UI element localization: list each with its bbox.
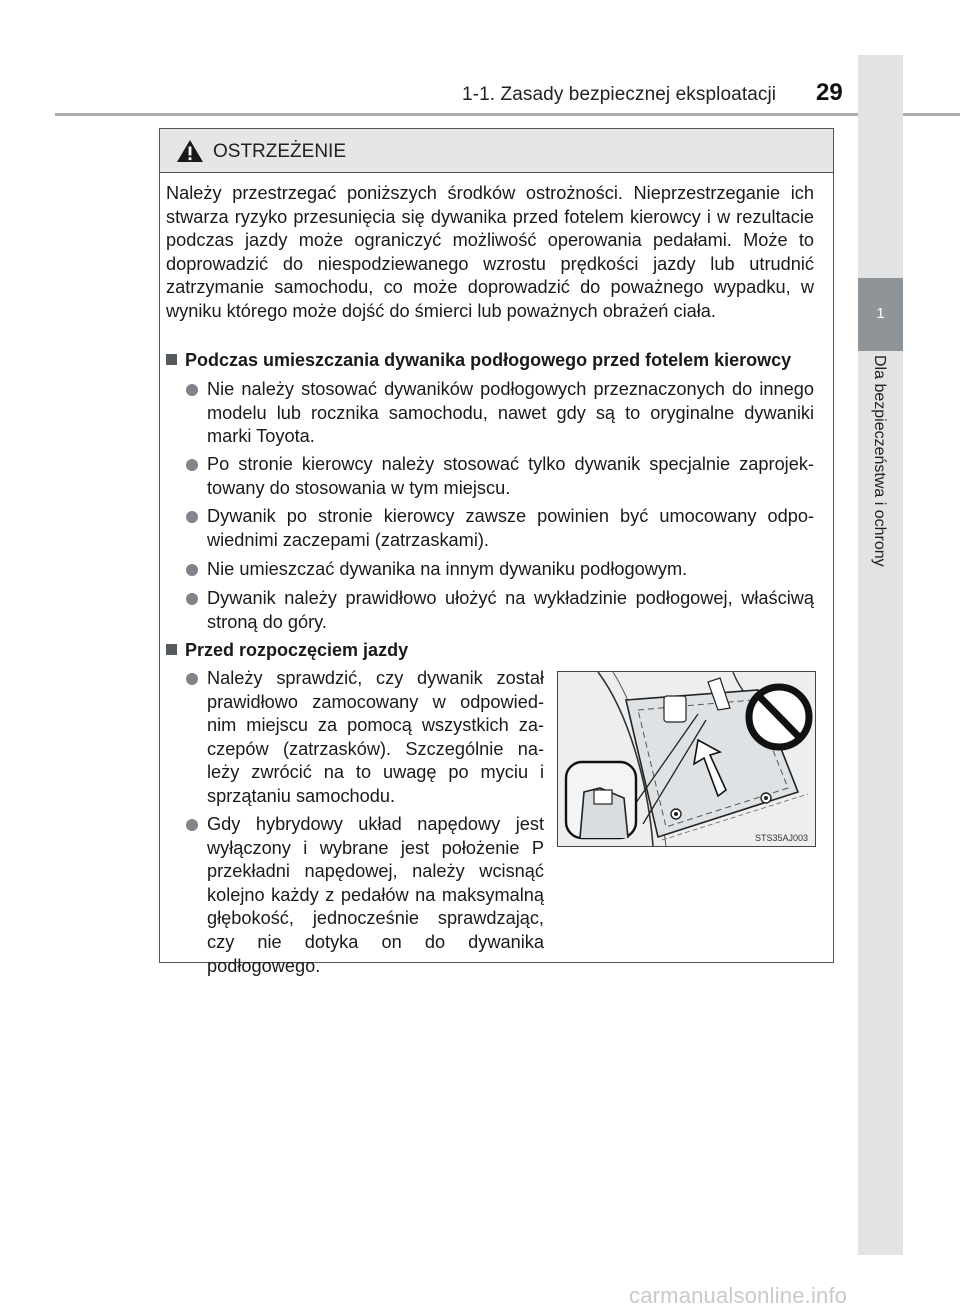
watermark: carmanualsonline.info [629,1283,848,1308]
list-item: Należy sprawdzić, czy dywanik został prawidłowo zamocowany w odpowied-nim miejscu za pomocą wszystkich za-czepów (zatrzasków). Szczególnie na-leży zwrócić na to uwagę po myciu i sprzątaniu samochodu. [186,667,544,809]
list-item: Gdy hybrydowy układ napędowy jest wyłączony i wybrane jest położenie P przekładni napędowej, należy wcisnąć kolejno każdy z pedałów na maksymalną głębokość, jednocześnie sprawdzając, czy nie dotyka on do dywanika podłogowego. [186,813,544,978]
bullet-icon [186,673,198,685]
warning-title: OSTRZEŻENIE [213,141,347,162]
bullet-icon [186,511,198,523]
section-title: 1-1. Zasady bezpiecznej eksploatacji [462,84,777,105]
section-heading-before-driving: Przed rozpoczęciem jazdy [166,638,566,662]
warning-triangle-icon [176,139,204,163]
list-item: Po stronie kierowcy należy stosować tylko dywanik specjalnie zaprojek-towany do stosowania w tym miejscu. [186,453,814,500]
bullet-icon [186,564,198,576]
floor-mat-drawing [558,672,815,846]
list-item: Dywanik należy prawidłowo ułożyć na wykładzinie podłogowej, właściwą stroną do góry. [186,587,814,634]
bullet-icon [186,384,198,396]
bullet-icon [186,459,198,471]
floor-mat-illustration [557,671,816,847]
bullet-icon [186,593,198,605]
section-marker-icon [166,354,177,365]
chapter-number-box [858,278,903,351]
chapter-side-tab [858,55,903,1255]
chapter-title: Dla bezpieczeństwa i ochrony [871,355,888,567]
warning-header [160,129,833,173]
figure-code: STS35AJ003 [754,833,808,843]
header-divider [55,113,960,116]
chapter-number: 1 [876,305,885,322]
bullet-icon [186,819,198,831]
page-number: 29 [816,79,843,106]
section-heading-placement: Podczas umieszczania dywanika podłogowego przed fotelem kierowcy [166,348,816,372]
section-marker-icon [166,644,177,655]
list-item: Nie należy stosować dywaników podłogowych przeznaczonych do innego modelu lub rocznika samochodu, nawet gdy są to oryginalne dywaniki marki Toyota. [186,378,814,449]
list-item: Nie umieszczać dywanika na innym dywaniku podłogowym. [186,558,814,582]
list-item: Dywanik po stronie kierowcy zawsze powinien być umocowany odpo-wiednimi zaczepami (zatrzaskami). [186,505,814,552]
warning-intro: Należy przestrzegać poniższych środków ostrożności. Nieprzestrzeganie ich stwarza ryzyko przesunięcia się dywanika przed fotelem kierowcy i w rezultacie podczas jazdy może ograniczyć możliwość operowania pedałami. Może to doprowadzić do niespodziewanego wzrostu prędkości jazdy lub utrudnić zatrzymanie samochodu, co może doprowadzić do poważnego wypadku, w wyniku którego może dojść do śmierci lub poważnych obrażeń ciała. [166,183,814,321]
